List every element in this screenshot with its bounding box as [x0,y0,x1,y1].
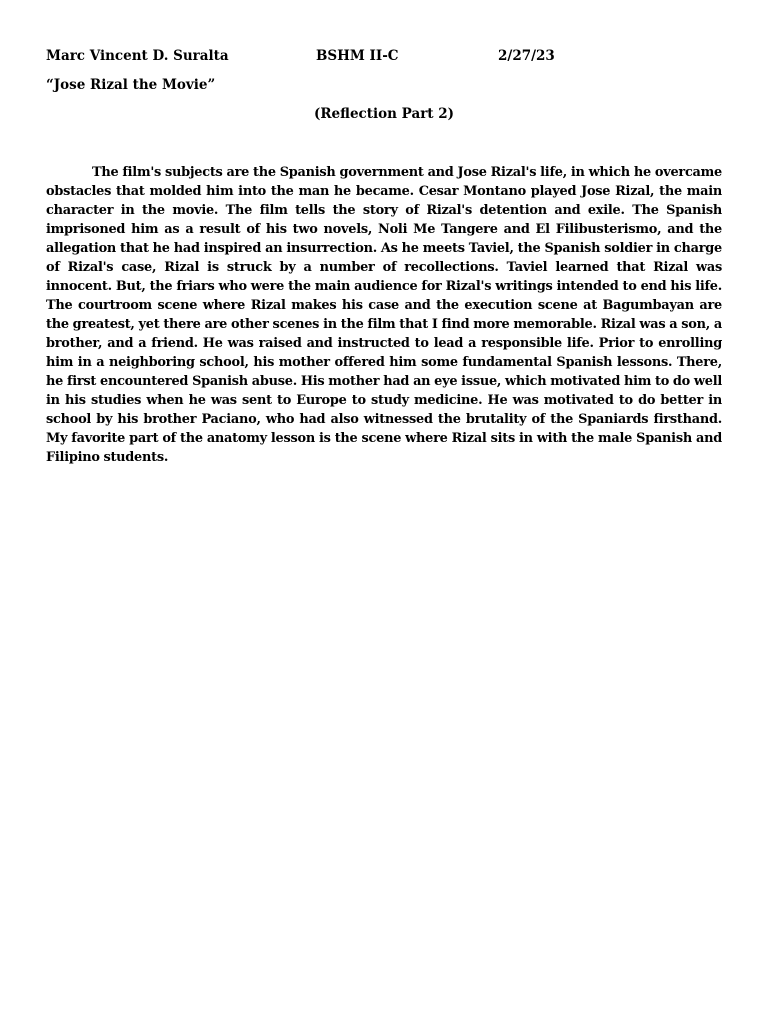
header-row [46,48,726,68]
author-name: Marc Vincent D. Suralta [46,48,229,64]
date-label: 2/27/23 [498,48,555,64]
section-label: BSHM II-C [316,48,399,64]
body-paragraph: The film's subjects are the Spanish government and Jose Rizal's life, in which he overcame obstacles that molded him into the man he became. Cesar Montano played Jose Rizal, the main character in the movie. The film tells the story of Rizal's detention and exile. The Spanish imprisoned him as a result of his two novels, Noli Me Tangere and El Filibusterismo, and the allegation that he had inspired an insurrection. As he meets Taviel, the Spanish soldier in charge of Rizal's case, Rizal is struck by a number of recollections. Taviel learned that Rizal was innocent. But, the friars who were the main audience for Rizal's writings intended to end his life. The courtroom scene where Rizal makes his case and the execution scene at Bagumbayan are the greatest, yet there are other scenes in the film that I find more memorable. Rizal was a son, a brother, and a friend. He was raised and instructed to lead a responsible life. Prior to enrolling him in a neighboring school, his mother offered him some fundamental Spanish lessons. There, he first encountered Spanish abuse. His mother had an eye issue, which motivated him to do well in his studies when he was sent to Europe to study medicine. He was motivated to do better in school by his brother Paciano, who had also witnessed the brutality of the Spaniards firsthand. My favorite part of the anatomy lesson is the scene where Rizal sits in with the male Spanish and Filipino students. [46,165,722,465]
document-title: “Jose Rizal the Movie” [46,77,216,93]
document-subtitle: (Reflection Part 2) [313,106,455,122]
